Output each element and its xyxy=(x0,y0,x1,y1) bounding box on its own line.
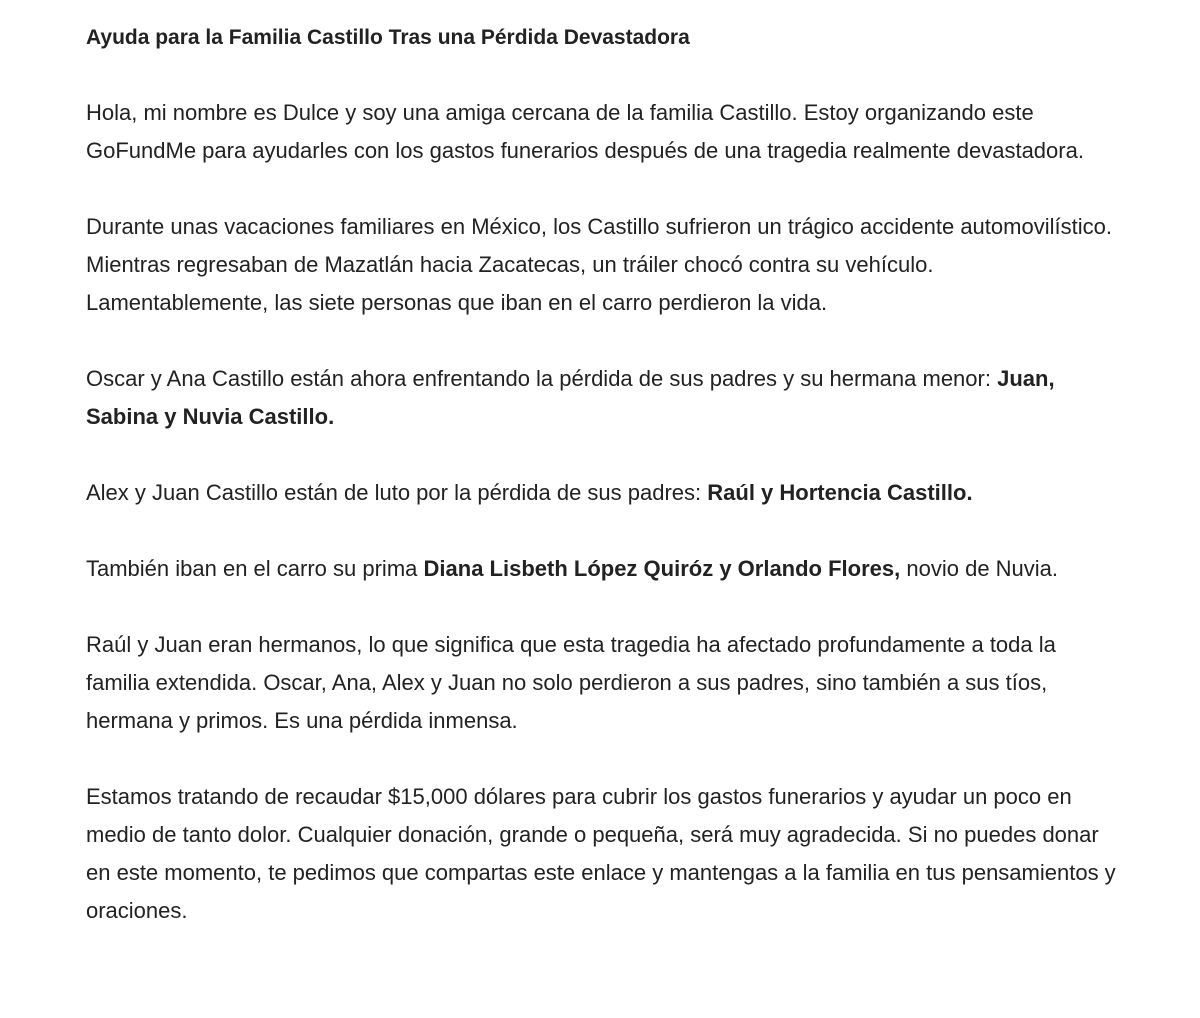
paragraph-goal: Estamos tratando de recaudar $15,000 dólares para cubrir los gastos funerarios y ayudar un poco en medio de tanto dolor. Cualquier donación, grande o pequeña, será muy agradecida. Si no puedes donar en este momento, te pedimos que compartas este enlace y mantengas a la familia en tus pensamientos y oraciones. xyxy=(86,784,1116,923)
paragraph-family: Raúl y Juan eran hermanos, lo que significa que esta tragedia ha afectado profundamente a toda la familia extendida. Oscar, Ana, Alex y Juan no solo perdieron a sus padres, sino también a sus tíos, hermana y primos. Es una pérdida inmensa. xyxy=(86,632,1056,733)
paragraph-alex-juan xyxy=(86,474,1116,512)
paragraph-oscar-ana xyxy=(86,360,1116,436)
victim-names: Raúl y Hortencia Castillo. xyxy=(707,480,973,505)
story-body xyxy=(86,20,1116,968)
story-title: Ayuda para la Familia Castillo Tras una Pérdida Devastadora xyxy=(86,26,690,49)
victim-names: Juan, Sabina y Nuvia Castillo. xyxy=(86,366,1055,429)
paragraph-cousin xyxy=(86,550,1116,588)
victim-names: Diana Lisbeth López Quiróz y Orlando Flores, xyxy=(423,556,901,581)
paragraph-text: Oscar y Ana Castillo están ahora enfrentando la pérdida de sus padres y su hermana menor: xyxy=(86,366,991,391)
paragraph-accident: Durante unas vacaciones familiares en México, los Castillo sufrieron un trágico accidente automovilístico. Mientras regresaban de Mazatlán hacia Zacatecas, un tráiler chocó contra su vehículo. Lamentablemente, las siete personas que iban en el carro perdieron la vida. xyxy=(86,214,1112,315)
paragraph-text: Alex y Juan Castillo están de luto por la pérdida de sus padres: xyxy=(86,480,702,505)
paragraph-intro: Hola, mi nombre es Dulce y soy una amiga cercana de la familia Castillo. Estoy organizando este GoFundMe para ayudarles con los gastos funerarios después de una tragedia realmente devastadora. xyxy=(86,100,1084,163)
paragraph-text: novio de Nuvia. xyxy=(906,556,1059,581)
paragraph-text: También iban en el carro su prima xyxy=(86,556,418,581)
